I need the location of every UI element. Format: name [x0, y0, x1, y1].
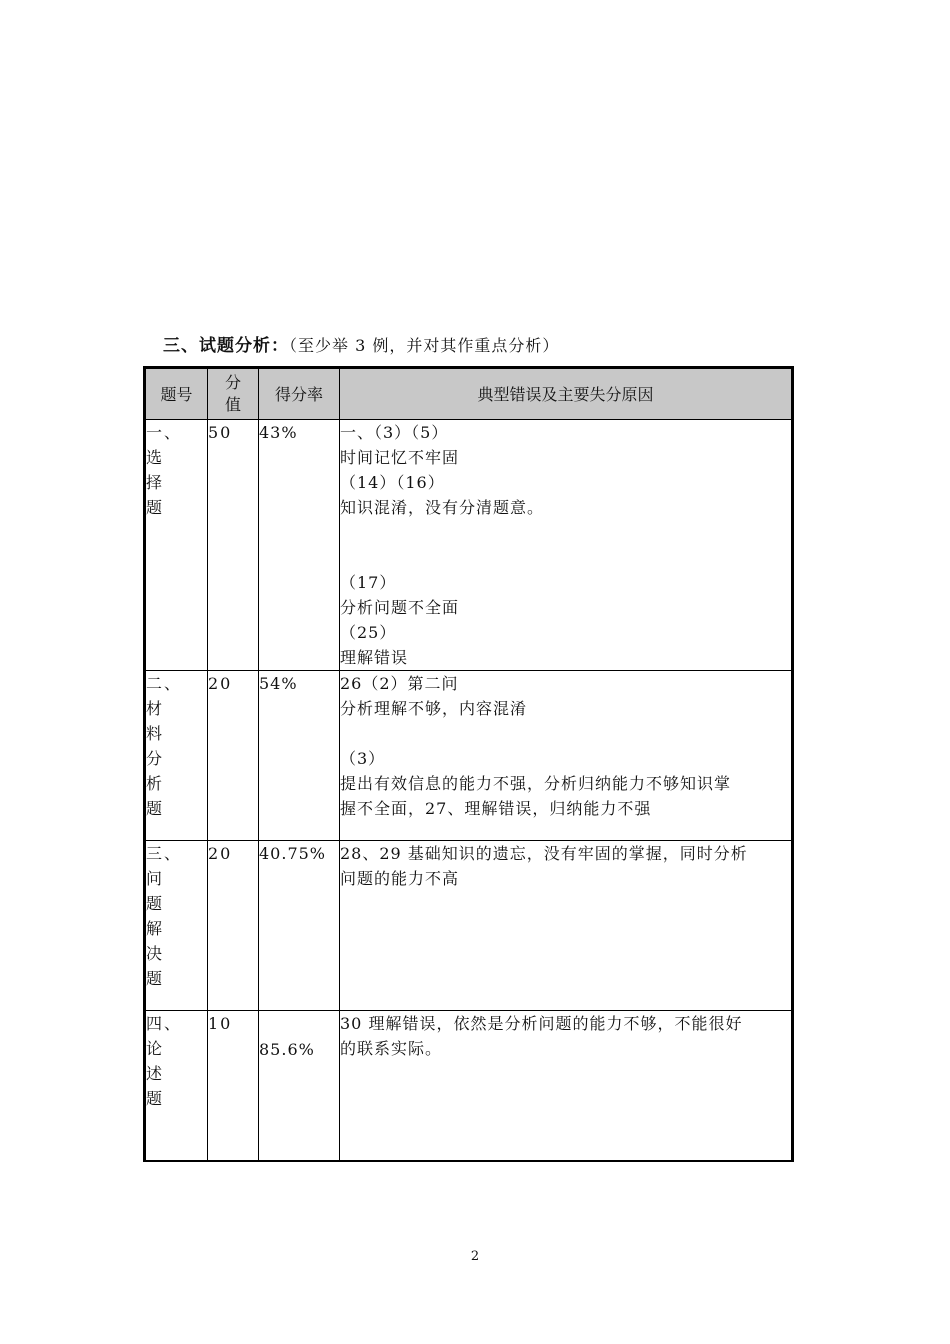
header-score — [208, 368, 259, 420]
question-line: 析 — [146, 774, 165, 793]
question-line: 择 — [146, 473, 165, 492]
error-line — [340, 545, 791, 570]
question-line: 述 — [146, 1064, 165, 1083]
error-cell — [340, 420, 793, 671]
error-cell — [340, 671, 793, 841]
error-line: 一、（3）（5） — [340, 423, 449, 442]
question-cell — [145, 671, 208, 841]
question-line: 决 — [146, 944, 165, 963]
question-line: 一、 — [146, 423, 183, 442]
header-score-line2: 值 — [224, 395, 241, 414]
error-line: 提出有效信息的能力不强，分析归纳能力不够知识掌 — [340, 774, 732, 793]
error-line: 时间记忆不牢固 — [340, 448, 460, 467]
question-line: 解 — [146, 919, 165, 938]
table-row — [145, 841, 793, 1011]
rate-cell: 40.75% — [259, 841, 340, 1011]
question-line: 材 — [146, 699, 165, 718]
question-cell — [145, 1011, 208, 1161]
table-row — [145, 1011, 793, 1161]
score-cell: 10 — [208, 1011, 259, 1161]
header-score-line1: 分 — [224, 373, 241, 392]
question-line: 三、 — [146, 844, 183, 863]
error-line — [340, 520, 791, 545]
table-header-row — [145, 368, 793, 420]
question-line: 选 — [146, 448, 165, 467]
question-line: 题 — [146, 498, 165, 517]
error-cell — [340, 841, 793, 1011]
error-line: （3） — [340, 749, 386, 768]
error-cell — [340, 1011, 793, 1161]
error-line: 问题的能力不高 — [340, 869, 460, 888]
analysis-table — [143, 366, 794, 1162]
score-cell: 20 — [208, 841, 259, 1011]
rate-cell: 43% — [259, 420, 340, 671]
header-rate: 得分率 — [259, 368, 340, 420]
error-line: 分析问题不全面 — [340, 598, 460, 617]
error-line: 理解错误 — [340, 648, 409, 667]
section-heading — [163, 331, 559, 356]
table-row — [145, 420, 793, 671]
rate-cell: 85.6% — [259, 1011, 340, 1161]
question-line: 题 — [146, 894, 165, 913]
header-question: 题号 — [145, 368, 208, 420]
question-line: 题 — [146, 799, 165, 818]
question-line: 问 — [146, 869, 165, 888]
question-line: 料 — [146, 724, 165, 743]
score-cell: 50 — [208, 420, 259, 671]
error-line: 26（2）第二问 — [340, 674, 459, 693]
question-line: 论 — [146, 1039, 165, 1058]
error-line: 28、29 基础知识的遗忘，没有牢固的掌握，同时分析 — [340, 844, 748, 863]
table-row — [145, 671, 793, 841]
question-line: 题 — [146, 969, 165, 988]
question-line: 题 — [146, 1089, 165, 1108]
page-number: 2 — [470, 1249, 480, 1264]
question-line: 二、 — [146, 674, 183, 693]
question-line: 四、 — [146, 1014, 183, 1033]
question-line: 分 — [146, 749, 165, 768]
error-line: 握不全面，27、理解错误，归纳能力不强 — [340, 799, 652, 818]
error-line: 的联系实际。 — [340, 1039, 443, 1058]
section-note: （至少举 3 例，并对其作重点分析） — [289, 336, 560, 355]
question-cell — [145, 420, 208, 671]
error-line: 知识混淆，没有分清题意。 — [340, 498, 545, 517]
rate-cell: 54% — [259, 671, 340, 841]
question-cell — [145, 841, 208, 1011]
error-line: 30 理解错误，依然是分析问题的能力不够，不能很好 — [340, 1014, 743, 1033]
error-line: （17） — [340, 573, 397, 592]
error-line: （14）（16） — [340, 473, 445, 492]
error-line — [340, 721, 791, 746]
section-title: 三、试题分析： — [163, 336, 289, 356]
header-errors: 典型错误及主要失分原因 — [340, 368, 793, 420]
error-line: （25） — [340, 623, 397, 642]
score-cell: 20 — [208, 671, 259, 841]
error-line: 分析理解不够，内容混淆 — [340, 699, 528, 718]
